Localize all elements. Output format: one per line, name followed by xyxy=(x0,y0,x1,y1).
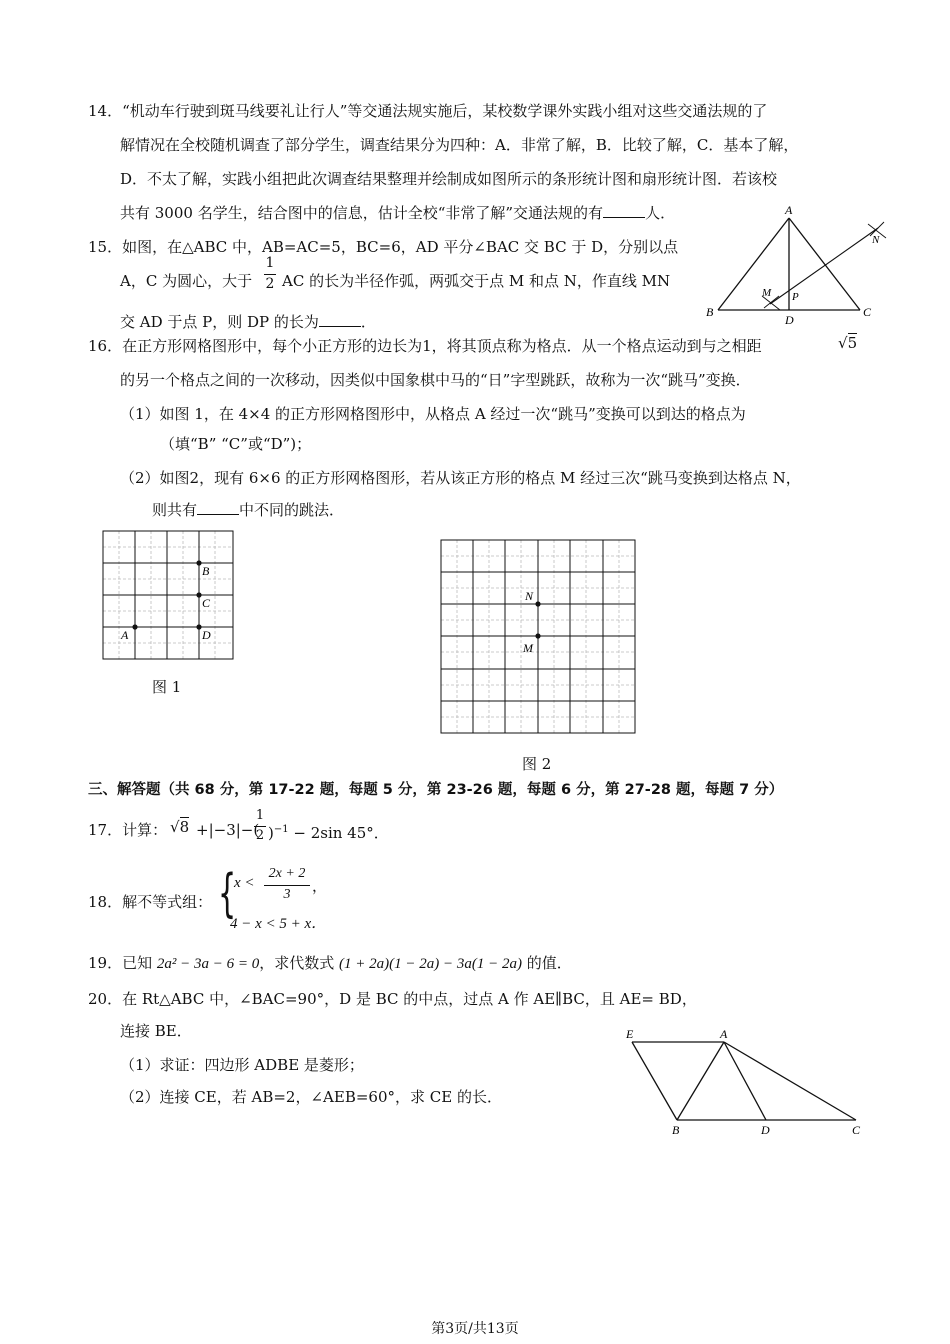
q15-label-p: P xyxy=(792,291,799,303)
page-footer: 第3页/共13页 xyxy=(431,1321,519,1337)
q20-segment-ab xyxy=(677,1042,724,1120)
q15-frac-den: 2 xyxy=(265,276,275,292)
q16-part1-line-2: （填“B” “C”或“D”)； xyxy=(160,435,312,453)
q20-part-2: （2）连接 CE，若 AB=2，∠AEB=60°，求 CE 的长． xyxy=(120,1088,502,1106)
q20-rhombus-figure xyxy=(620,1022,870,1142)
fig2-point-n xyxy=(535,601,540,606)
q15-line-1: 15．如图，在△ABC 中，AB=AC=5，BC=6，AD 平分∠BAC 交 BC 于 D，分别以点 xyxy=(88,238,679,256)
q15-label-c: C xyxy=(863,305,872,319)
q16-sqrt5 xyxy=(838,334,857,352)
q17-frac-den: 2 xyxy=(255,828,265,843)
q17-frac-bar xyxy=(254,826,266,827)
q16-sqrt-symbol: √ xyxy=(838,334,848,352)
q17-exponent: −1 xyxy=(273,824,289,835)
q16-figure-1-caption: 图 1 xyxy=(152,678,182,696)
q15-label-d: D xyxy=(785,313,794,327)
q19-text-a: 19．已知 xyxy=(88,954,157,972)
fig1-point-b xyxy=(196,560,201,565)
q19-line xyxy=(88,953,572,974)
q17-sqrt8 xyxy=(170,818,189,836)
q18-ineq1-den: 3 xyxy=(283,887,291,902)
q14-line-4-text: 共有 3000 名学生，结合图中的信息，估计全校“非常了解”交通法规的有 xyxy=(120,204,604,222)
q17-prefix: 17．计算： xyxy=(88,821,168,839)
section-3-heading: 三、解答题（共 68 分，第 17-22 题，每题 5 分，第 23-26 题，每题 6 分，第 27-28 题，每题 7 分） xyxy=(88,782,784,798)
fig1-label-c: C xyxy=(202,596,211,610)
q19-expr-1: 2a² − 3a − 6 = 0 xyxy=(156,956,260,972)
q20-line-1: 20．在 Rt△ABC 中，∠BAC=90°，D 是 BC 的中点，过点 A 作 AE∥BC，且 AE= BD， xyxy=(88,990,697,1008)
q15-line-3-text: 交 AD 于点 P，则 DP 的长为 xyxy=(120,313,319,331)
q18-brace: { xyxy=(218,864,237,924)
fig1-label-a: A xyxy=(121,628,129,642)
q17-sqrt-symbol: √ xyxy=(170,818,180,836)
q16-figure-2-grid xyxy=(435,532,645,742)
q20-line-2: 连接 BE． xyxy=(120,1022,192,1040)
q15-segment-ac xyxy=(789,218,860,310)
q17-suffix: ． xyxy=(373,824,389,842)
fig2-point-m xyxy=(535,633,540,638)
q17-part-2 xyxy=(268,820,389,843)
q17-sqrt-value: 8 xyxy=(179,818,190,836)
q16-part2-text-b: 中不同的跳法． xyxy=(239,501,345,519)
q15-label-m: M xyxy=(762,287,772,299)
q19-text-b: ，求代数式 xyxy=(259,954,340,972)
q15-label-a: A xyxy=(785,203,793,217)
q15-label-b: B xyxy=(706,305,714,319)
q15-frac-bar xyxy=(264,274,276,275)
q18-ineq1-end: ， xyxy=(312,877,328,895)
q16-part2-text-a: 则共有 xyxy=(152,501,198,519)
q15-line-2b: AC 的长为半径作弧，两弧交于点 M 和点 N，作直线 MN xyxy=(282,272,671,290)
q20-label-b: B xyxy=(672,1123,680,1137)
q20-part-1: （1）求证：四边形 ADBE 是菱形； xyxy=(120,1056,364,1074)
q14-line-1: 14．“机动车行驶到斑马线要礼让行人”等交通法规实施后，某校数学课外实践小组对这些交通法规的了 xyxy=(88,102,768,120)
q15-line-2 xyxy=(120,271,252,291)
q17-frac-num: 1 xyxy=(255,808,265,823)
q16-part2-line-2 xyxy=(152,500,344,520)
q15-line-3 xyxy=(120,312,376,332)
q17-part-3: − 2sin 45° xyxy=(288,824,374,842)
q15-answer-blank[interactable] xyxy=(319,312,361,327)
fig2-label-n: N xyxy=(525,589,534,603)
q14-line-3: D．不太了解，实践小组把此次调查结果整理并绘制成如图所示的条形统计图和扇形统计图．若该校 xyxy=(120,170,778,188)
q20-label-a: A xyxy=(720,1027,728,1041)
q18-ineq1-num: 2x + 2 xyxy=(268,866,306,881)
q14-answer-blank[interactable] xyxy=(603,203,645,218)
fig1-label-b: B xyxy=(202,564,210,578)
q15-triangle-figure xyxy=(700,200,900,330)
q18-ineq1-bar xyxy=(264,885,310,886)
q15-line-2-text-a: A，C 为圆心，大于 xyxy=(120,272,253,290)
q19-expr-2: (1 + 2a)(1 − 2a) − 3a(1 − 2a) xyxy=(339,956,522,972)
fig1-label-d: D xyxy=(202,628,211,642)
q14-line-4-end: 人． xyxy=(645,204,676,222)
q20-segment-eb xyxy=(632,1042,677,1120)
q16-part2-line-1: （2）如图2，现有 6×6 的正方形网格图形，若从该正方形的格点 M 经过三次“跳马变换到达格点 N， xyxy=(120,469,801,487)
q20-label-e: E xyxy=(626,1027,634,1041)
q15-line-mn xyxy=(770,228,878,304)
q14-line-2: 解情况在全校随机调查了部分学生，调查结果分为四种：A．非常了解，B．比较了解，C．基本了解， xyxy=(120,136,799,154)
fig1-point-c xyxy=(196,592,201,597)
q14-line-4 xyxy=(120,203,675,223)
q16-part1-line-1: （1）如图 1，在 4×4 的正方形网格图形中，从格点 A 经过一次“跳马”变换可以到达的格点为 xyxy=(120,405,746,423)
q16-answer-blank[interactable] xyxy=(197,500,239,515)
q16-figure-1-grid xyxy=(95,525,245,670)
q16-line-2: 的另一个格点之间的一次移动，因类似中国象棋中马的“日”字型跳跃，故称为一次“跳马”变换． xyxy=(120,371,751,389)
q16-line-1: 16．在正方形网格图形中，每个小正方形的边长为1，将其顶点称为格点．从一个格点运动到与之相距 xyxy=(88,337,762,355)
q17-close-paren: ) xyxy=(268,824,274,842)
q18-prefix: 18．解不等式组： xyxy=(88,893,213,911)
q15-line-3-end: ． xyxy=(360,313,376,331)
q16-sqrt-value: 5 xyxy=(847,334,858,352)
q18-ineq1-lhs: x < xyxy=(234,875,255,891)
q16-figure-2-caption: 图 2 xyxy=(522,755,552,773)
fig2-label-m: M xyxy=(523,641,533,655)
fig1-point-d xyxy=(196,624,201,629)
q15-frac-num: 1 xyxy=(265,255,275,271)
q20-label-c: C xyxy=(852,1123,861,1137)
q15-label-n: N xyxy=(872,234,880,246)
q20-label-d: D xyxy=(761,1123,770,1137)
q18-ineq2: 4 − x < 5 + x． xyxy=(230,916,327,932)
q17-part-1: +|−3|−( xyxy=(196,821,260,839)
q19-text-c: 的值． xyxy=(521,954,572,972)
q20-segment-ac xyxy=(724,1042,856,1120)
fig1-point-a xyxy=(132,624,137,629)
